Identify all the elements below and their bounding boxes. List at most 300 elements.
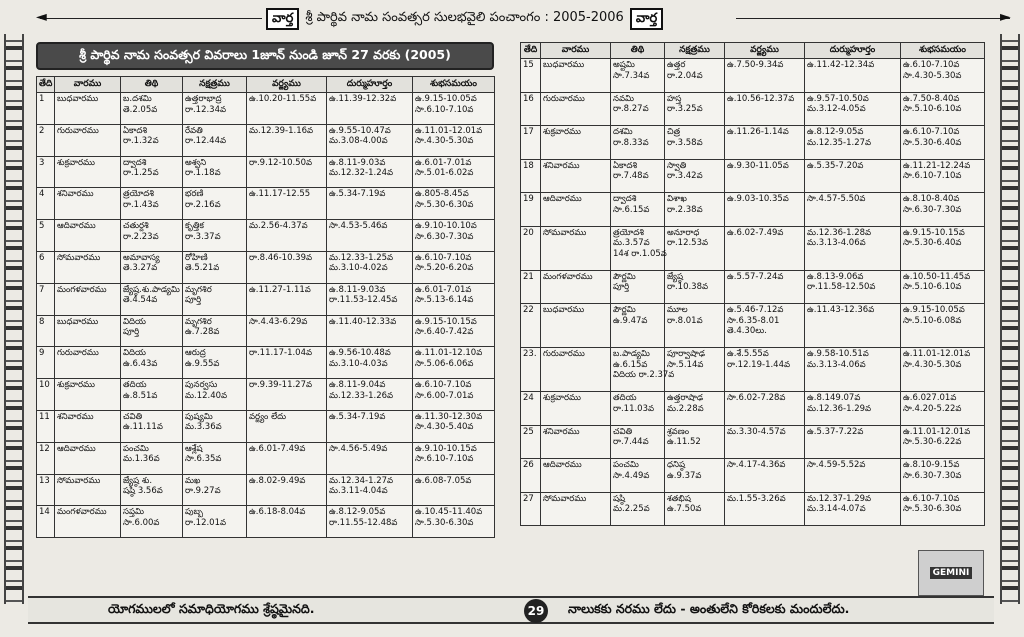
cell-line: సా.4.59-5.52వ bbox=[807, 460, 866, 470]
column-header: తిథి bbox=[611, 43, 665, 59]
cell-line: సోమవారము bbox=[543, 227, 587, 238]
table-cell bbox=[37, 283, 55, 315]
cell-line: ఉ.9.10-10.15వ bbox=[415, 443, 477, 454]
cell-line: శనివారము bbox=[543, 160, 580, 171]
cell-line: రా.9.12-10.50వ bbox=[249, 157, 313, 168]
table-cell bbox=[121, 283, 183, 315]
cell-line: గురువారము bbox=[543, 349, 585, 359]
cell-line: ఉ.11.43-12.36వ bbox=[807, 305, 875, 315]
arrow-right-icon: ► bbox=[1000, 9, 1011, 25]
table-cell bbox=[725, 459, 805, 493]
cell-line: సా.4.49వ bbox=[613, 470, 650, 481]
cell-line: సా.6.35వ bbox=[185, 454, 222, 465]
cell-line: తె.5.21వ bbox=[185, 263, 220, 274]
cell-line: 17 bbox=[523, 127, 534, 137]
table-cell bbox=[247, 124, 327, 156]
table-row bbox=[37, 124, 495, 156]
table-cell bbox=[541, 425, 611, 459]
cell-line: ఉ.6.08-7.05వ bbox=[415, 475, 472, 486]
cell-line: పౌర్ణమి bbox=[613, 305, 636, 315]
cell-line: సా.6.10-7.10వ bbox=[903, 171, 962, 181]
cell-line: ఉ.6.01-7.01వ bbox=[415, 284, 472, 295]
table-cell bbox=[541, 492, 611, 526]
cell-line: ఉ.11.30-12.30వ bbox=[415, 411, 483, 422]
table-cell bbox=[901, 492, 985, 526]
table-cell bbox=[413, 124, 495, 156]
table-cell bbox=[665, 348, 725, 392]
cell-line: 22 bbox=[523, 305, 534, 315]
table-cell bbox=[725, 425, 805, 459]
cell-line: ఉ.7.50-9.34వ bbox=[727, 60, 784, 70]
cell-line: ద్వాదశి bbox=[613, 194, 637, 204]
table-cell bbox=[37, 251, 55, 283]
cell-line: ఉ.11.52 bbox=[667, 437, 701, 447]
table-cell bbox=[183, 410, 247, 442]
table-cell bbox=[521, 226, 541, 270]
cell-line: ఉ.11.11వ bbox=[123, 422, 163, 433]
cell-line: ఉ.6.02-7.49వ bbox=[727, 227, 784, 238]
table-cell bbox=[327, 379, 413, 411]
table-cell bbox=[247, 283, 327, 315]
cell-line: సా.5.30-6.30వ bbox=[415, 517, 474, 528]
vaartha-logo-left: వార్త bbox=[266, 8, 299, 30]
cell-line: సా.4.43-6.29వ bbox=[249, 316, 308, 327]
cell-line: సోమవారము bbox=[543, 493, 587, 504]
cell-line: రా.11.58-12.50వ bbox=[807, 282, 876, 292]
cell-line: జ్యేష్ఠ శు. bbox=[123, 475, 153, 486]
right-table-header bbox=[521, 43, 985, 59]
table-cell bbox=[611, 193, 665, 227]
cell-line: రా.12.34వ bbox=[185, 104, 227, 115]
cell-line: పూర్తి bbox=[185, 295, 202, 306]
cell-line: సా.5.30-6.30వ bbox=[903, 504, 962, 514]
cell-line: ఉ.6.10-7.10వ bbox=[415, 380, 472, 391]
cell-line: పంచమి bbox=[123, 443, 149, 454]
cell-line: సా.5.30-6.40వ bbox=[903, 137, 962, 148]
table-cell bbox=[665, 459, 725, 493]
cell-line: సా.6.40-7.42వ bbox=[415, 327, 474, 338]
cell-line: 12 bbox=[39, 443, 50, 454]
table-cell bbox=[901, 159, 985, 193]
cell-line: బుధవారము bbox=[57, 94, 99, 104]
table-cell bbox=[55, 410, 121, 442]
cell-line: 11 bbox=[39, 411, 50, 422]
table-cell bbox=[55, 442, 121, 474]
cell-line: శుక్రవారము bbox=[57, 380, 95, 391]
table-cell bbox=[37, 156, 55, 188]
table-cell bbox=[725, 492, 805, 526]
cell-line: ఉ.11.42-12.34వ bbox=[807, 60, 875, 70]
table-cell bbox=[725, 270, 805, 304]
table-cell bbox=[901, 348, 985, 392]
cell-line: ఉ.6.01-7.49వ bbox=[249, 443, 306, 454]
cell-line: సా.4.30-5.30వ bbox=[903, 70, 962, 81]
page-footer bbox=[28, 596, 994, 624]
table-cell bbox=[611, 304, 665, 348]
cell-line: సా.4.17-4.36వ bbox=[727, 460, 786, 470]
vaartha-logo-right: వార్త bbox=[630, 8, 663, 30]
cell-line: ఉ.5.57-7.24వ bbox=[727, 271, 784, 282]
cell-line: ఉ.6.15వ bbox=[613, 359, 648, 370]
table-cell bbox=[247, 315, 327, 347]
table-cell bbox=[247, 347, 327, 379]
cell-line: మ.3.10-4.03వ bbox=[329, 358, 388, 369]
cell-line: 26 bbox=[523, 460, 534, 470]
cell-line: 7 bbox=[39, 284, 45, 295]
cell-line: పూర్తి bbox=[123, 327, 140, 338]
table-cell bbox=[521, 193, 541, 227]
table-cell bbox=[37, 188, 55, 220]
table-cell bbox=[413, 188, 495, 220]
table-cell bbox=[327, 442, 413, 474]
cell-line: రా.7.48వ bbox=[613, 171, 649, 181]
table-cell bbox=[541, 459, 611, 493]
table-cell bbox=[521, 159, 541, 193]
cell-line: ఉ.10.20-11.55వ bbox=[249, 94, 317, 104]
table-cell bbox=[541, 392, 611, 426]
cell-line: రా.3.37వ bbox=[185, 231, 221, 242]
cell-line: మ.3.57వ bbox=[613, 238, 650, 248]
cell-line: మంగళవారము bbox=[57, 507, 107, 518]
table-cell bbox=[805, 193, 901, 227]
right-decorative-border bbox=[1000, 34, 1020, 604]
cell-line: సా.4.30-5.30వ bbox=[415, 136, 474, 147]
cell-line: ఆదివారము bbox=[57, 221, 96, 232]
table-cell bbox=[805, 392, 901, 426]
cell-line: సా.4.30-5.30వ bbox=[903, 359, 962, 370]
table-cell bbox=[725, 92, 805, 126]
cell-line: మ.1.55-3.26వ bbox=[727, 493, 786, 504]
table-cell bbox=[37, 220, 55, 252]
table-cell bbox=[901, 59, 985, 93]
table-row bbox=[37, 188, 495, 220]
table-cell bbox=[121, 251, 183, 283]
cell-line: మ.3.13-4.06వ bbox=[807, 238, 866, 248]
table-cell bbox=[37, 506, 55, 538]
table-cell bbox=[805, 425, 901, 459]
table-row bbox=[521, 59, 985, 93]
cell-line: 3 bbox=[39, 157, 45, 168]
table-cell bbox=[55, 156, 121, 188]
table-cell bbox=[55, 379, 121, 411]
cell-line: రా.2.04వ bbox=[667, 70, 703, 81]
cell-line: కృత్తిక bbox=[185, 221, 204, 232]
table-cell bbox=[55, 506, 121, 538]
table-cell bbox=[247, 156, 327, 188]
table-cell bbox=[327, 156, 413, 188]
cell-line: 14 bbox=[39, 507, 50, 518]
column-header: శుభసమయం bbox=[901, 43, 985, 59]
cell-line: ఆదివారము bbox=[57, 443, 96, 454]
cell-line: 6 bbox=[39, 252, 45, 263]
cell-line: పూర్వాషాఢ bbox=[667, 349, 706, 359]
table-cell bbox=[55, 283, 121, 315]
table-cell bbox=[413, 156, 495, 188]
table-cell bbox=[121, 410, 183, 442]
table-cell bbox=[183, 251, 247, 283]
cell-line: మ.1.36వ bbox=[123, 454, 160, 465]
cell-line: ఉ.6.10-7.10వ bbox=[903, 127, 960, 137]
table-cell bbox=[665, 159, 725, 193]
cell-line: 2 bbox=[39, 125, 45, 136]
table-cell bbox=[183, 156, 247, 188]
cell-line: రా.1.32వ bbox=[123, 136, 159, 147]
cell-line: శుక్రవారము bbox=[543, 393, 581, 403]
cell-line: త్రయోదశి bbox=[613, 227, 644, 238]
cell-line: మంగళవారము bbox=[57, 284, 107, 295]
cell-line: మృగశిర bbox=[185, 316, 212, 327]
table-cell bbox=[665, 59, 725, 93]
cell-line: గురువారము bbox=[57, 125, 99, 136]
table-cell bbox=[725, 226, 805, 270]
cell-line: విదియ bbox=[123, 348, 146, 359]
table-cell bbox=[413, 283, 495, 315]
cell-line: వర్జ్యం లేదు bbox=[249, 411, 287, 422]
table-cell bbox=[413, 474, 495, 506]
table-cell bbox=[247, 442, 327, 474]
cell-line: సోమవారము bbox=[57, 475, 101, 486]
table-cell bbox=[541, 270, 611, 304]
table-cell bbox=[521, 92, 541, 126]
table-cell bbox=[413, 410, 495, 442]
cell-line: మ.12.33-1.25వ bbox=[329, 252, 394, 263]
cell-line: మ.12.37-1.29వ bbox=[807, 493, 872, 504]
table-cell bbox=[183, 315, 247, 347]
cell-line: ఉ.8.12-9.05వ bbox=[329, 507, 386, 518]
table-cell bbox=[413, 506, 495, 538]
cell-line: 20 bbox=[523, 227, 534, 238]
cell-line: సా.6.02-7.28వ bbox=[727, 393, 786, 403]
cell-line: సా.4.30-5.40వ bbox=[415, 422, 474, 433]
column-header: తేది bbox=[521, 43, 541, 59]
cell-line: శతభిష bbox=[667, 493, 691, 504]
table-cell bbox=[37, 379, 55, 411]
arrow-left-icon: ◄ bbox=[36, 9, 47, 25]
table-cell bbox=[541, 226, 611, 270]
cell-line: షష్ఠి bbox=[613, 493, 626, 504]
cell-line: ఉ.9.15-10.05వ bbox=[903, 305, 965, 315]
cell-line: రా.2.16వ bbox=[185, 199, 221, 210]
cell-line: సా.6.00-7.01వ bbox=[415, 390, 474, 401]
table-cell bbox=[121, 474, 183, 506]
cell-line: ఉ.8.11-9.04వ bbox=[329, 380, 386, 391]
cell-line: ఉ.9.58-10.51వ bbox=[807, 349, 869, 359]
cell-line: ఉ.8.13-9.06వ bbox=[807, 271, 864, 282]
cell-line: పౌర్ణమి bbox=[613, 271, 636, 282]
right-table bbox=[520, 42, 985, 526]
cell-line: బుధవారము bbox=[543, 305, 585, 315]
left-banner: శ్రీ పార్థివ నామ సంవత్సర వివరాలు 1జూన్ నుండి జూన్ 27 వరకు (2005) bbox=[36, 42, 494, 70]
cell-line: సా.5.20-6.20వ bbox=[415, 263, 474, 274]
cell-line: 10 bbox=[39, 380, 50, 391]
cell-line: ఉ.5.34-7.19వ bbox=[329, 411, 386, 422]
cell-line: సా.5.01-6.02వ bbox=[415, 168, 474, 179]
cell-line: రా.2.23వ bbox=[123, 231, 159, 242]
cell-line: శనివారము bbox=[57, 189, 94, 200]
table-cell bbox=[247, 379, 327, 411]
table-cell bbox=[183, 220, 247, 252]
cell-line: ఉ.11.01-12.01వ bbox=[903, 349, 971, 359]
cell-line: రా.10.38వ bbox=[667, 282, 709, 292]
cell-line: ఉ.10.56-12.37వ bbox=[727, 93, 795, 104]
cell-line: మ.3.14-4.07వ bbox=[807, 504, 866, 514]
cell-line: రా.9.39-11.27వ bbox=[249, 380, 313, 391]
cell-line: 24 bbox=[523, 393, 534, 403]
cell-line: చవితి bbox=[613, 426, 633, 437]
cell-line: ఉ.6.10-7.10వ bbox=[415, 252, 472, 263]
table-cell bbox=[665, 492, 725, 526]
table-cell bbox=[665, 92, 725, 126]
cell-line: ఉ.8.10-8.40వ bbox=[903, 194, 960, 204]
cell-line: ఉ.7.28వ bbox=[185, 327, 220, 338]
table-cell bbox=[901, 459, 985, 493]
table-cell bbox=[121, 93, 183, 125]
table-cell bbox=[805, 270, 901, 304]
table-cell bbox=[247, 410, 327, 442]
left-decorative-border bbox=[4, 34, 24, 604]
table-cell bbox=[327, 347, 413, 379]
table-cell bbox=[805, 492, 901, 526]
table-cell bbox=[805, 126, 901, 160]
cell-line: 21 bbox=[523, 271, 534, 282]
table-cell bbox=[327, 315, 413, 347]
table-cell bbox=[805, 348, 901, 392]
table-cell bbox=[121, 315, 183, 347]
cell-line: సా.6.30-7.30వ bbox=[415, 231, 474, 242]
cell-line: పూర్తి bbox=[613, 282, 630, 292]
table-row bbox=[521, 226, 985, 270]
cell-line: మ.3.12-4.05వ bbox=[807, 104, 866, 114]
table-cell bbox=[611, 126, 665, 160]
column-header: దుర్ముహూర్తం bbox=[805, 43, 901, 59]
table-row bbox=[521, 92, 985, 126]
table-cell bbox=[805, 226, 901, 270]
cell-line: చతుర్దశి bbox=[123, 221, 149, 232]
cell-line: రా.12.01వ bbox=[185, 517, 227, 528]
cell-line: శుక్రవారము bbox=[57, 157, 95, 168]
cell-line: 25 bbox=[523, 426, 534, 437]
table-cell bbox=[413, 347, 495, 379]
table-cell bbox=[725, 159, 805, 193]
page-title: శ్రీ పార్థివ నామ సంవత్సర సులభవైలి పంచాంగం : 2005-2006 bbox=[305, 10, 624, 25]
cell-line: మ.12.36-1.28వ bbox=[807, 227, 872, 238]
cell-line: ఏకాదశి bbox=[613, 160, 638, 171]
table-cell bbox=[901, 304, 985, 348]
table-cell bbox=[611, 159, 665, 193]
cell-line: సా.6.30-7.30వ bbox=[903, 470, 962, 481]
table-cell bbox=[805, 304, 901, 348]
cell-line: ఉ.5.46-7.12వ bbox=[727, 305, 784, 315]
table-cell bbox=[413, 251, 495, 283]
cell-line: మ.2.56-4.37వ bbox=[249, 221, 308, 232]
table-cell bbox=[37, 410, 55, 442]
cell-line: రా.3.42వ bbox=[667, 171, 703, 181]
cell-line: ఉ.9.37వ bbox=[667, 470, 702, 481]
cell-line: రా.12.19-1.44వ bbox=[727, 359, 791, 370]
table-cell bbox=[37, 347, 55, 379]
cell-line: రా.3.25వ bbox=[667, 104, 703, 114]
cell-line: తదియ bbox=[613, 393, 637, 403]
table-row bbox=[521, 459, 985, 493]
cell-line: మ.2.25వ bbox=[613, 504, 650, 514]
table-cell bbox=[247, 220, 327, 252]
table-cell bbox=[805, 92, 901, 126]
table-cell bbox=[521, 492, 541, 526]
table-cell bbox=[541, 348, 611, 392]
cell-line: ఉత్తరాషాఢ bbox=[667, 393, 704, 403]
cell-line: పునర్వసు bbox=[185, 380, 218, 391]
cell-line: అనూరాధ bbox=[667, 227, 700, 238]
cell-line: ఉ.11.01-12.10వ bbox=[415, 348, 483, 359]
table-cell bbox=[55, 93, 121, 125]
table-cell bbox=[521, 459, 541, 493]
footer-right-quote: నాలుకకు నరము లేదు - అంతులేని కోరికలకు మందులేదు. bbox=[568, 600, 850, 616]
cell-line: విశాఖ bbox=[667, 194, 687, 204]
cell-line: సోమవారము bbox=[57, 252, 101, 263]
cell-line: సా.5.06-6.06వ bbox=[415, 358, 474, 369]
cell-line: ఉ.11.26-1.14వ bbox=[727, 127, 789, 137]
cell-line: ఉ.5.37-7.22వ bbox=[807, 426, 864, 437]
footer-left-quote: యోగములలో సమాధియోగము శ్రేష్ఠమైనది. bbox=[108, 600, 315, 616]
cell-line: మ.12.34-1.27వ bbox=[329, 475, 394, 486]
cell-line: తె.3.27వ bbox=[123, 263, 158, 274]
table-cell bbox=[725, 126, 805, 160]
table-cell bbox=[805, 459, 901, 493]
cell-line: రా.9.27వ bbox=[185, 486, 221, 497]
table-cell bbox=[665, 193, 725, 227]
cell-line: ఉ.6.18-8.04వ bbox=[249, 507, 306, 518]
cell-line: ఉ.9.15-10.05వ bbox=[415, 94, 477, 104]
cell-line: ఉ.8.02-9.49వ bbox=[249, 475, 306, 486]
table-cell bbox=[37, 474, 55, 506]
cell-line: సా.5.13-6.14వ bbox=[415, 295, 474, 306]
cell-line: 19 bbox=[523, 194, 534, 204]
table-cell bbox=[55, 124, 121, 156]
cell-line: రా.8.33వ bbox=[613, 137, 649, 148]
table-cell bbox=[413, 379, 495, 411]
cell-line: ఉ.8.12-9.05వ bbox=[807, 127, 864, 137]
cell-line: మ.3.13-4.06వ bbox=[807, 359, 866, 370]
cell-line: మ.3.36వ bbox=[185, 422, 222, 433]
table-cell bbox=[327, 251, 413, 283]
cell-line: ఉ.10.45-11.40వ bbox=[415, 507, 483, 518]
right-panel bbox=[520, 42, 984, 526]
cell-line: మ.12.32-1.24వ bbox=[329, 168, 394, 179]
cell-line: ఉ.9.10-10.10వ bbox=[415, 221, 477, 232]
cell-line: ఉ.9.55వ bbox=[185, 358, 220, 369]
cell-line: రా.11.55-12.48వ bbox=[329, 517, 398, 528]
cell-line: స్వాతి bbox=[667, 160, 687, 171]
table-cell bbox=[665, 425, 725, 459]
cell-line: ఉ.6.43వ bbox=[123, 358, 158, 369]
table-cell bbox=[37, 315, 55, 347]
cell-line: ఉ.శే.5.55వ bbox=[727, 349, 769, 359]
cell-line: ఉ.10.50-11.45వ bbox=[903, 271, 971, 282]
table-cell bbox=[611, 270, 665, 304]
cell-line: రా.8.46-10.39వ bbox=[249, 252, 313, 263]
cell-line: శనివారము bbox=[57, 411, 94, 422]
column-header: దుర్ముహూర్తం bbox=[327, 77, 413, 93]
table-cell bbox=[725, 392, 805, 426]
table-row bbox=[521, 159, 985, 193]
cell-line: ఉ.9.47వ bbox=[613, 315, 648, 326]
table-cell bbox=[611, 425, 665, 459]
table-cell bbox=[37, 124, 55, 156]
cell-line: సా.6.00వ bbox=[123, 517, 160, 528]
cell-line: ఆదివారము bbox=[543, 460, 582, 470]
cell-line: మ.12.39-1.16వ bbox=[249, 125, 314, 136]
cell-line: ఉ.9.15-10.15వ bbox=[415, 316, 477, 327]
